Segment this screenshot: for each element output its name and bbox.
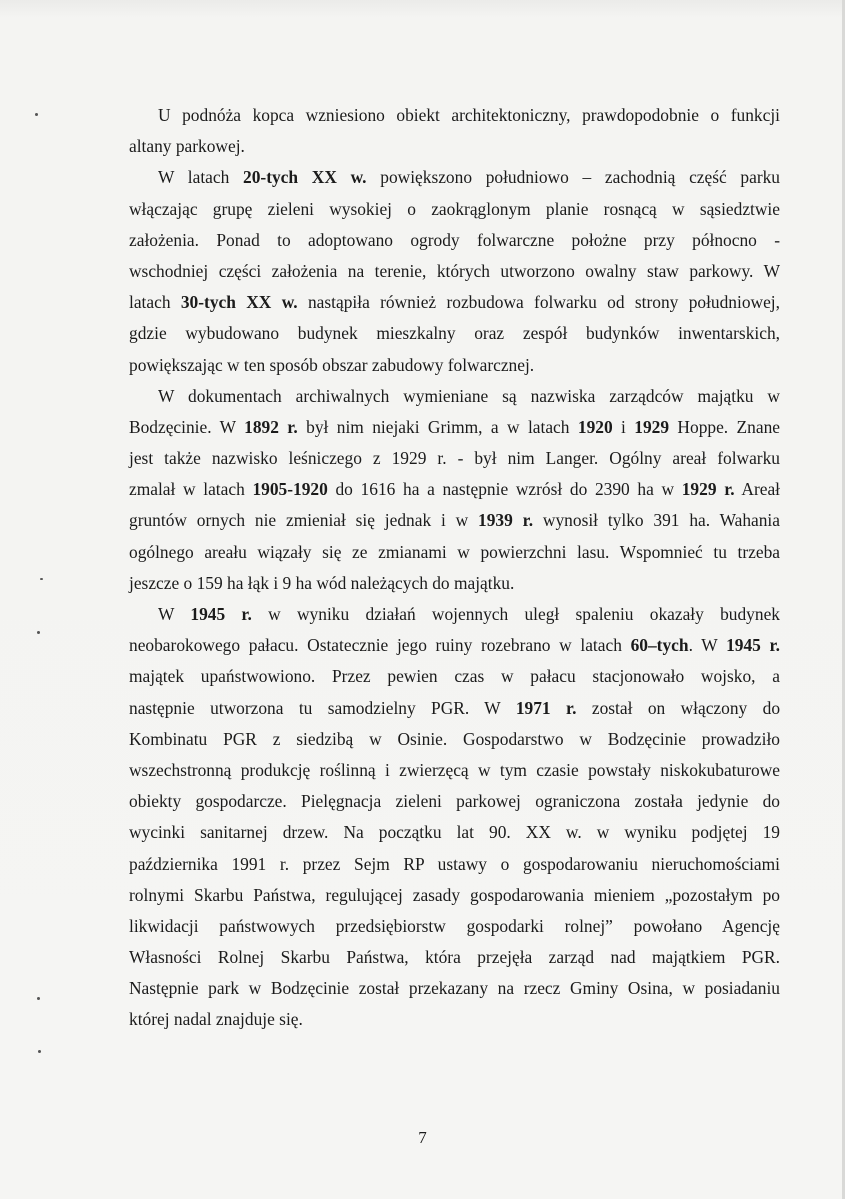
text-line: gdzie wybudowano budynek mieszkalny oraz zespół budynków inwentarskich, <box>129 323 780 344</box>
text-line: zmalał w latach 1905-1920 do 1616 ha a następnie wzrósł do 2390 ha w 1929 r. Areał <box>129 479 781 500</box>
text-line: W dokumentach archiwalnych wymieniane są nazwiska zarządców majątku w <box>158 385 780 406</box>
scan-speck <box>37 997 40 1000</box>
text-line: Następnie park w Bodzęcinie został przekazany na rzecz Gminy Osina, w posiadaniu <box>129 978 780 999</box>
text-line: założenia. Ponad to adoptowano ogrody folwarczne położne przy północno - <box>129 229 780 250</box>
text-line: W latach 20-tych XX w. powiększono południowo – zachodnią część parku <box>158 167 781 188</box>
text-line: jeszcze o 159 ha łąk i 9 ha wód należących do majątku. <box>129 572 515 593</box>
text-line: następnie utworzona tu samodzielny PGR. W 1971 r. został on włączony do <box>129 697 781 718</box>
scan-speck <box>38 1050 41 1053</box>
text-line: powiększając w ten sposób obszar zabudowy folwarcznej. <box>129 354 535 375</box>
text-line: Bodzęcinie. W 1892 r. był nim niejaki Grimm, a w latach 1920 i 1929 Hoppe. Znane <box>129 416 780 437</box>
text-line: wschodniej części założenia na terenie, których utworzono owalny staw parkowy. W <box>129 260 780 281</box>
text-line: rolnymi Skarbu Państwa, regulującej zasady gospodarowania mieniem „pozostałym po <box>129 884 780 905</box>
text-line: ogólnego areału wiązały się ze zmianami w powierzchni lasu. Wspomnieć tu trzeba <box>129 541 780 562</box>
text-line: neobarokowego pałacu. Ostatecznie jego ruiny rozebrano w latach 60–tych. W 1945 r. <box>129 635 780 656</box>
text-line: której nadal znajduje się. <box>129 1009 303 1030</box>
text-line: października 1991 r. przez Sejm RP ustawy o gospodarowaniu nieruchomościami <box>129 853 780 874</box>
text-line: wycinki sanitarnej drzew. Na początku lat 90. XX w. w wyniku podjętej 19 <box>129 822 780 843</box>
text-line: obiekty gospodarcze. Pielęgnacja zieleni parkowej ograniczona została jedynie do <box>129 791 780 812</box>
text-line: altany parkowej. <box>129 136 245 157</box>
text-line: Kombinatu PGR z siedzibą w Osinie. Gospodarstwo w Bodzęcinie prowadziło <box>129 728 780 749</box>
scan-speck <box>35 113 38 116</box>
text-line: jest także nazwisko leśniczego z 1929 r. - był nim Langer. Ogólny areał folwarku <box>129 448 780 469</box>
page-number: 7 <box>418 1128 427 1147</box>
text-line: włączając grupę zieleni wysokiej o zaokrąglonym planie rosnącą w sąsiedztwie <box>129 198 780 219</box>
text-line: likwidacji państwowych przedsiębiorstw gospodarki rolnej” powołano Agencję <box>129 915 780 936</box>
body-text <box>129 100 780 1036</box>
text-line: W 1945 r. w wyniku działań wojennych uległ spaleniu okazały budynek <box>158 604 780 624</box>
text-line: U podnóża kopca wzniesiono obiekt architektoniczny, prawdopodobnie o funkcji <box>158 105 780 125</box>
text-line: wszechstronną produkcję roślinną i zwierzęcą w tym czasie powstały niskokubaturowe <box>129 759 780 780</box>
text-line: Własności Rolnej Skarbu Państwa, która przejęła zarząd nad majątkiem PGR. <box>129 947 780 968</box>
text-line: majątek upaństwowiono. Przez pewien czas w pałacu stacjonowało wojsko, a <box>129 666 780 687</box>
scan-speck <box>37 631 40 634</box>
scan-speck <box>40 578 43 580</box>
text-line: latach 30-tych XX w. nastąpiła również rozbudowa folwarku od strony południowej, <box>129 292 780 313</box>
text-line: gruntów ornych nie zmieniał się jednak i w 1939 r. wynosił tylko 391 ha. Wahania <box>129 510 780 531</box>
